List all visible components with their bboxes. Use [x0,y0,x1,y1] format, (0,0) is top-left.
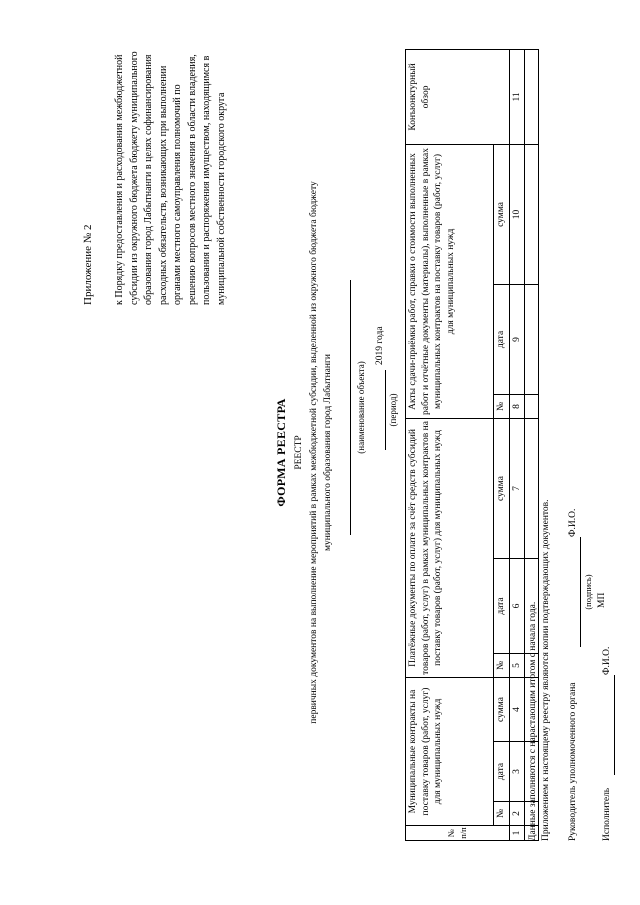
register-title: РЕЕСТР [294,435,304,470]
sub-num-1: № [494,802,510,826]
head-fio: Ф.И.О. [568,508,578,537]
col-number: 1 [509,826,525,841]
period-caption: (период) [388,393,398,427]
col-number: 7 [509,418,525,558]
note-line-1: Данные заполняются с нарастающим итогом с начала года. [528,601,538,841]
col-number: 9 [509,284,525,394]
sub-sum-1: сумма [494,677,510,741]
sub-date-1: дата [494,742,510,802]
sub-num-2: № [494,653,510,677]
note-line-2: Приложением к настоящему реестру являются копии подтверждающих документов. [541,499,551,841]
register-table [405,49,539,841]
period-year: 2019 года [375,326,385,365]
col-number: 5 [509,653,525,677]
form-title: ФОРМА РЕЕСТРА [274,398,288,507]
sub-sum-2: сумма [494,418,510,558]
header-payments: Платёжные документы по оплате за счёт средств субсидий товаров (работ, услуг) в рамках муниципальных контрактов на поставку товаров (работ, услуг) для муниципальных нужд [406,418,494,677]
table-numbering-row [509,49,525,840]
sub-date-2: дата [494,558,510,653]
appendix-reference-text: к Порядку предоставления и расходования межбюджетной субсидии из окружного бюджета бюджету муниципального образования город Лабытнанги в целях софинансирования расходных обязательств, возникающих при выполнении органами местного самоуправления полномочий по решению вопросов местного значения в области владения, пользования и распоряжения имуществом, находящимся в муниципальной собственности городского округа [114,51,227,305]
executor-fio: Ф.И.О. [602,646,612,675]
register-subtitle: первичных документов на выполнение мероприятий в рамках межбюджетной субсидии, выделенной из окружного бюджета бюджету [309,181,319,724]
sign-caption: (подпись) [583,574,593,610]
col-number: 6 [509,558,525,653]
col-number: 2 [509,802,525,826]
head-sign-line [580,537,581,647]
header-num: № п/п [406,826,510,841]
executor-line [614,675,615,775]
col-number: 10 [509,144,525,284]
stamp-label: МП [597,592,607,608]
col-number: 11 [509,49,525,144]
header-contracts: Муниципальные контракты на поставку товаров (работ, услуг) для муниципальных нужд [406,677,494,825]
period-line [385,370,386,450]
sub-date-3: дата [494,284,510,394]
table-subheader-row [494,49,510,840]
col-number: 3 [509,742,525,802]
col-number: 8 [509,394,525,418]
executor-label: Исполнитель [602,787,612,841]
sub-sum-3: сумма [494,144,510,284]
sub-num-3: № [494,394,510,418]
col-number: 4 [509,677,525,741]
head-label: Руководитель уполномоченного органа [568,682,578,841]
header-acts: Акты сдачи-приёмки работ, справки о стоимости выполненных работ и отчётные документы (материалы), выполненные в рамках муниципальных контрактов на поставку товаров (работ, услуг) для муниципальных нужд [406,144,494,418]
object-name-caption: (наименование объекта) [356,361,366,454]
object-name-line [350,280,351,535]
register-subtitle-line2: муниципального образования город Лабытнанги [323,354,333,551]
appendix-title: Приложение № 2 [82,224,94,305]
header-review: Конъюнктурный обзор [406,49,510,144]
table-header-row [406,49,494,840]
